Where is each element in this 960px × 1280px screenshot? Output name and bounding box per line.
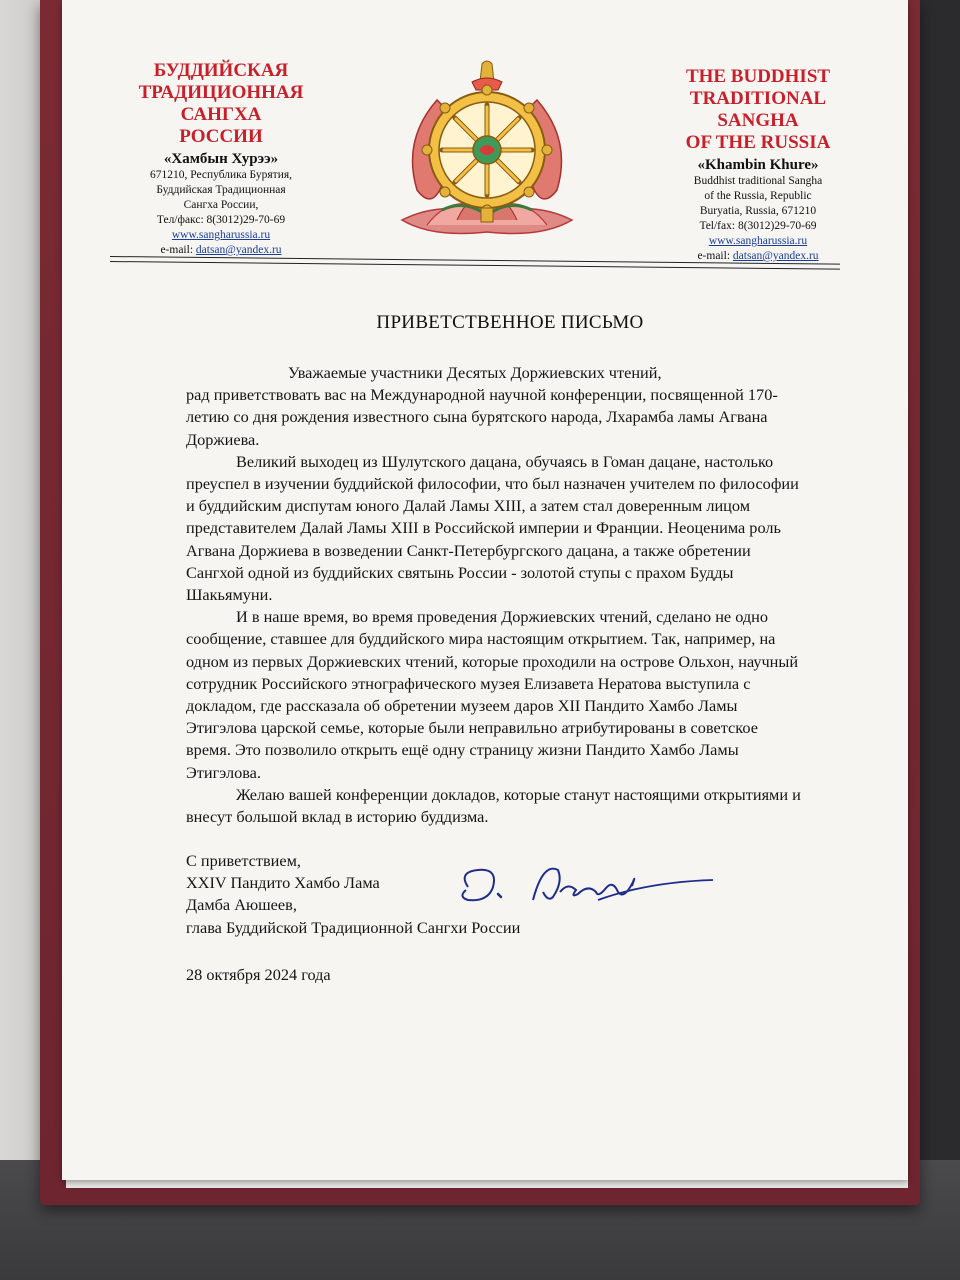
khure-name-en: «Khambin Khure» [697, 157, 819, 173]
letter-date: 28 октября 2024 года [186, 965, 331, 984]
header-russian [108, 60, 334, 258]
paragraph-3: И в наше время, во время проведения Доржиевских чтений, сделано не одно сообщение, ставшее для буддийского мира настоящим открытием. Так, например, на одном из первых Доржиевских чтений, которые проходили на острове Ольхон, научный сотрудник Российского этнографического музея Елизавета Нератова выступила с докладом, где рассказала об обретении музеем даров XII Пандито Хамбо Ламы Этигэлова царской семье, которые были неправильно атрибутированы в советское время. Это позволило открыть ещё одну страницу жизни Пандито Хамбо Ламы Этигэлова. [186, 607, 799, 782]
phone-en: Tel/fax: 8(3012)29-70-69 [699, 220, 817, 232]
address-en: Buddhist traditional Sangha of the Russia, Republic Buryatia, Russia, 671210 [693, 175, 823, 217]
letter-greeting: Уважаемые участники Десятых Доржиевских чтений, [288, 363, 662, 382]
paragraph-1: рад приветствовать вас на Международной научной конференции, посвященной 170-летию со дня рождения известного сына бурятского народа, Лхарамба ламы Агвана Доржиева. [186, 385, 778, 449]
email-label-en: e-mail: [697, 250, 731, 262]
email-label-ru: e-mail: [160, 244, 194, 256]
org-title-ru: БУДДИЙСКАЯ ТРАДИЦИОННАЯ САНГХА РОССИИ [138, 60, 304, 147]
dharma-wheel-icon [382, 60, 592, 250]
email-link-en[interactable]: datsan@yandex.ru [732, 250, 819, 262]
khure-name-ru: «Хамбын Хурээ» [163, 151, 279, 167]
closing-line-4: глава Буддийской Традиционной Сангхи России [186, 917, 521, 937]
paragraph-2: Великий выходец из Шулутского дацана, обучаясь в Гоман дацане, настолько преуспел в изучении буддийской философии, что был назначен учителем по философии и буддийским диспутам юного Далай Ламы XIII, а затем стал доверенным лицом представителем Далай Ламы XIII в Российской империи и Франции. Неоценима роль Агвана Доржиева в возведении Санкт-Петербургского дацана, а также обретении Сангхой одной из буддийских святынь России - золотой ступы с прахом Будды Шакьямуни. [186, 451, 799, 605]
phone-ru: Тел/факс: 8(3012)29-70-69 [156, 214, 286, 226]
letter-body [186, 362, 806, 828]
website-link-ru[interactable]: www.sangharussia.ru [171, 229, 271, 241]
closing-line-2: XXIV Пандито Хамбо Лама [186, 873, 380, 893]
letter-title: ПРИВЕТСТВЕННОЕ ПИСЬМО [376, 312, 644, 333]
handwritten-signature [448, 852, 718, 922]
address-ru: 671210, Республика Бурятия, Буддийская Традиционная Сангха России, [149, 169, 293, 211]
email-link-ru[interactable]: datsan@yandex.ru [195, 244, 282, 256]
org-title-en: THE BUDDHIST TRADITIONAL SANGHA OF THE RUSSIA [685, 66, 831, 153]
closing-line-1: С приветствием, [186, 851, 301, 870]
closing-line-3: Дамба Аюшеев, [186, 895, 297, 915]
header-english [640, 66, 876, 264]
website-link-en[interactable]: www.sangharussia.ru [708, 235, 808, 247]
paragraph-4: Желаю вашей конференции докладов, которые станут настоящими открытиями и внесут большой вклад в историю буддизма. [186, 784, 801, 827]
